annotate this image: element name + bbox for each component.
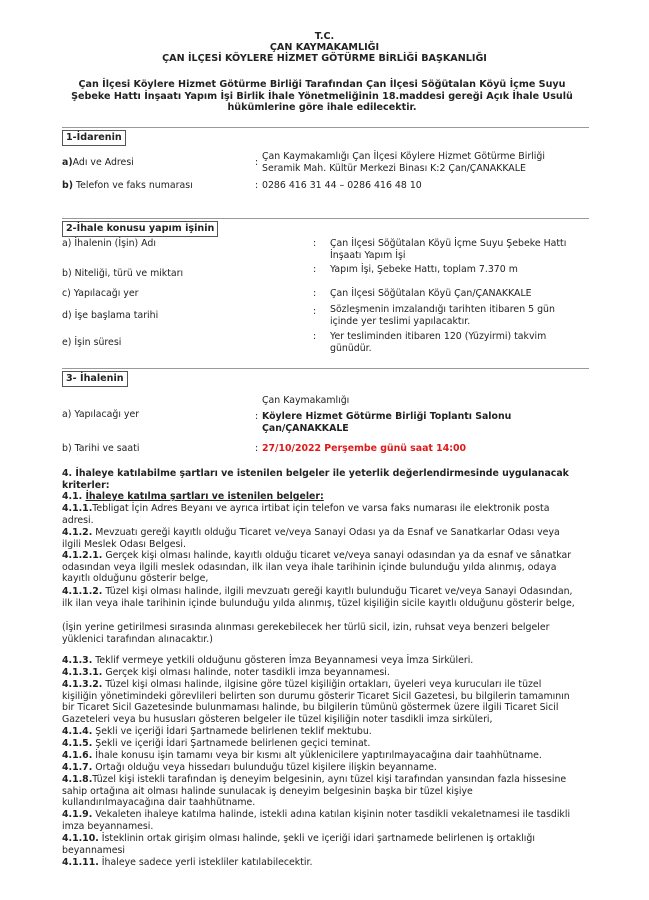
section-4-heading: 4. İhaleye katılabilme şartları ve istenilen belgeler ile yeterlik değerlendirmesinde uygulanacak kriterler: xyxy=(62,468,569,491)
header-line-2: ÇAN KAYMAKAMLIĞI xyxy=(269,41,380,53)
s1-a-value: Çan Kaymakamlığı Çan İlçesi Köylere Hizmet Götürme Birliği Seramik Mah. Kültür Merkezi Binası K:2 Çan/ÇANAKKALE xyxy=(262,151,545,174)
clause-4-1-4: 4.1.4. Şekli ve içeriği İdari Şartnamede belirlenen teklif mektubu. xyxy=(62,726,372,737)
section-2-title: 2-İhale konusu yapım işinin xyxy=(62,221,218,237)
s2-d-label: d) İşe başlama tarihi xyxy=(62,310,159,321)
clause-4-1-6: 4.1.6. İhale konusu işin tamamı veya bir kısmı alt yüklenicilere yaptırılmayacağına dair taahhütname. xyxy=(62,750,542,761)
clause-4-1-1-2: 4.1.1.2. Tüzel kişi olması halinde, ilgili mevzuatı gereği kayıtlı bulunduğu Ticaret ve/veya Sanayi Odasından, ilk ilan veya ihale tarihinin içinde bulunduğu yılda alınmış, tüzel kişiliğin sicile kayıtlı olduğunu gösterir belge, xyxy=(62,586,575,609)
clause-4-1-1: 4.1.1.Tebligat İçin Adres Beyanı ve ayrıca irtibat için telefon ve varsa faks numarası ile elektronik posta adresi. xyxy=(62,503,550,526)
clause-4-1-11: 4.1.11. İhaleye sadece yerli istekliler katılabilecektir. xyxy=(62,857,313,868)
divider xyxy=(62,218,589,219)
clause-4-1-7: 4.1.7. Ortağı olduğu veya hissedarı bulunduğu tüzel kişilere ilişkin beyanname. xyxy=(62,762,437,773)
s2-e-value: Yer tesliminden itibaren 120 (Yüzyirmi) takvim günüdür. xyxy=(330,331,547,354)
s2-a-value: Çan İlçesi Söğütalan Köyü İçme Suyu Şebeke Hattı İnşaatı Yapım İşi xyxy=(330,238,567,261)
s3-a-label: a) Yapılacağı yer xyxy=(62,409,140,420)
s3-b-label: b) Tarihi ve saati xyxy=(62,443,140,454)
s1-b-value: 0286 416 31 44 – 0286 416 48 10 xyxy=(262,180,422,191)
section-3-title: 3- İhalenin xyxy=(62,371,128,387)
s1-b-label: b) Telefon ve faks numarası xyxy=(62,180,193,191)
clause-4-1-10: 4.1.10. İsteklinin ortak girişim olması halinde, şekli ve içeriği idari şartnamede belirlenen iş ortaklığı beyannamesi xyxy=(62,833,535,856)
s2-c-label: c) Yapılacağı yer xyxy=(62,288,139,299)
section-4-1-heading: 4.1. İhaleye katılma şartları ve istenilen belgeler: xyxy=(62,491,324,502)
clause-4-1-2: 4.1.2. Mevzuatı gereği kayıtlı olduğu Ticaret ve/veya Sanayi Odası ya da Esnaf ve Sanatkarlar Odası veya ilgili Meslek Odası Belgesi. xyxy=(62,527,560,550)
note-paragraph: (İşin yerine getirilmesi sırasında alınması gerekebilecek her türlü sicil, izin, ruhsat veya benzeri belgeler yüklenici tarafından alınacaktır.) xyxy=(62,622,550,645)
colon: : xyxy=(313,331,317,342)
clause-4-1-3: 4.1.3. Teklif vermeye yetkili olduğunu gösteren İmza Beyannamesi veya İmza Sirküleri. xyxy=(62,655,474,666)
colon: : xyxy=(313,264,317,275)
s2-b-value: Yapım İşi, Şebeke Hattı, toplam 7.370 m xyxy=(330,264,518,275)
colon: : xyxy=(313,306,317,317)
colon: : xyxy=(313,238,317,249)
clause-4-1-5: 4.1.5. Şekli ve içeriği İdari Şartnamede belirlenen geçici teminat. xyxy=(62,738,371,749)
intro-line-1: Çan İlçesi Köylere Hizmet Götürme Birliği Tarafından Çan İlçesi Söğütalan Köyü İçme Suyu xyxy=(78,79,566,90)
intro-paragraph xyxy=(62,79,582,114)
divider xyxy=(62,127,589,128)
header-line-3: ÇAN İLÇESİ KÖYLERE HİZMET GÖTÜRME BİRLİĞİ BAŞKANLIĞI xyxy=(162,52,487,64)
s3-a-value: Köylere Hizmet Götürme Birliği Toplantı Salonu Çan/ÇANAKKALE xyxy=(262,411,512,434)
colon: : xyxy=(255,157,259,168)
intro-line-3: hükümlerine göre ihale edilecektir. xyxy=(227,102,417,114)
clause-4-1-3-2: 4.1.3.2. Tüzel kişi olması halinde, ilgisine göre tüzel kişiliğin ortakları, üyeleri veya kurucuları ile tüzel kişiliğin yönetimindeki görevlileri belirten son durumu gösterir Ticaret Sicil Gazetesi, bu bilgilerin tamamının bir Ticaret Sicil Gazetesinde bulunmaması halinde, bu bilgilerin tümünü göstermek üzere ilgili Ticaret Sicil Gazeteleri veya bu hususları gösteren belgeler ile tüzel kişiliğin noter tasdikli imza sirküleri, xyxy=(62,679,570,725)
document-header xyxy=(0,32,649,64)
s2-c-value: Çan İlçesi Söğütalan Köyü Çan/ÇANAKKALE xyxy=(330,288,532,299)
colon: : xyxy=(313,288,317,299)
clause-4-1-9: 4.1.9. Vekaleten ihaleye katılma halinde, istekli adına katılan kişinin noter tasdikli vekaletnamesi ile tasdikli imza beyannamesi. xyxy=(62,809,571,832)
s2-d-value: Sözleşmenin imzalandığı tarihten itibaren 5 gün içinde yer teslimi yapılacaktır. xyxy=(330,304,555,327)
s3-a-value-top: Çan Kaymakamlığı xyxy=(262,395,350,406)
header-line-1: T.C. xyxy=(314,31,335,42)
clause-4-1-8: 4.1.8.Tüzel kişi istekli tarafından iş deneyim belgesinin, aynı tüzel kişi tarafından yansından fazla hissesine sahip ortağına ait olması halinde sunulacak iş deneyim belgesinin başka bir tüzel kişiye kullandırılmayacağına dair taahhütname. xyxy=(62,774,567,809)
intro-line-2: Şebeke Hattı İnşaatı Yapım İşi Birlik İhale Yönetmeliğinin 18.maddesi gereği Açık İhale Usulü xyxy=(71,90,573,102)
colon: : xyxy=(255,411,259,422)
colon: : xyxy=(255,180,259,191)
section-1-title: 1-İdarenin xyxy=(62,130,126,146)
clause-4-1-2-1: 4.1.2.1. Gerçek kişi olması halinde, kayıtlı olduğu ticaret ve/veya sanayi odasından ya da esnaf ve sânatkar odasından veya ilgili meslek odasından, ilk ilan veya ihale tarihinin içinde bulunduğu yılda alınmış, odaya kayıtlı olduğunu gösterir belge, xyxy=(62,550,572,585)
divider xyxy=(62,368,589,369)
s2-b-label: b) Niteliği, türü ve miktarı xyxy=(62,268,184,279)
colon: : xyxy=(255,443,259,454)
s1-a-label: a)Adı ve Adresi xyxy=(62,157,134,168)
s3-b-value: 27/10/2022 Perşembe günü saat 14:00 xyxy=(262,443,467,454)
clause-4-1-3-1: 4.1.3.1. Gerçek kişi olması halinde, noter tasdikli imza beyannamesi. xyxy=(62,667,390,678)
s2-a-label: a) İhalenin (İşin) Adı xyxy=(62,238,156,249)
s2-e-label: e) İşin süresi xyxy=(62,337,122,348)
